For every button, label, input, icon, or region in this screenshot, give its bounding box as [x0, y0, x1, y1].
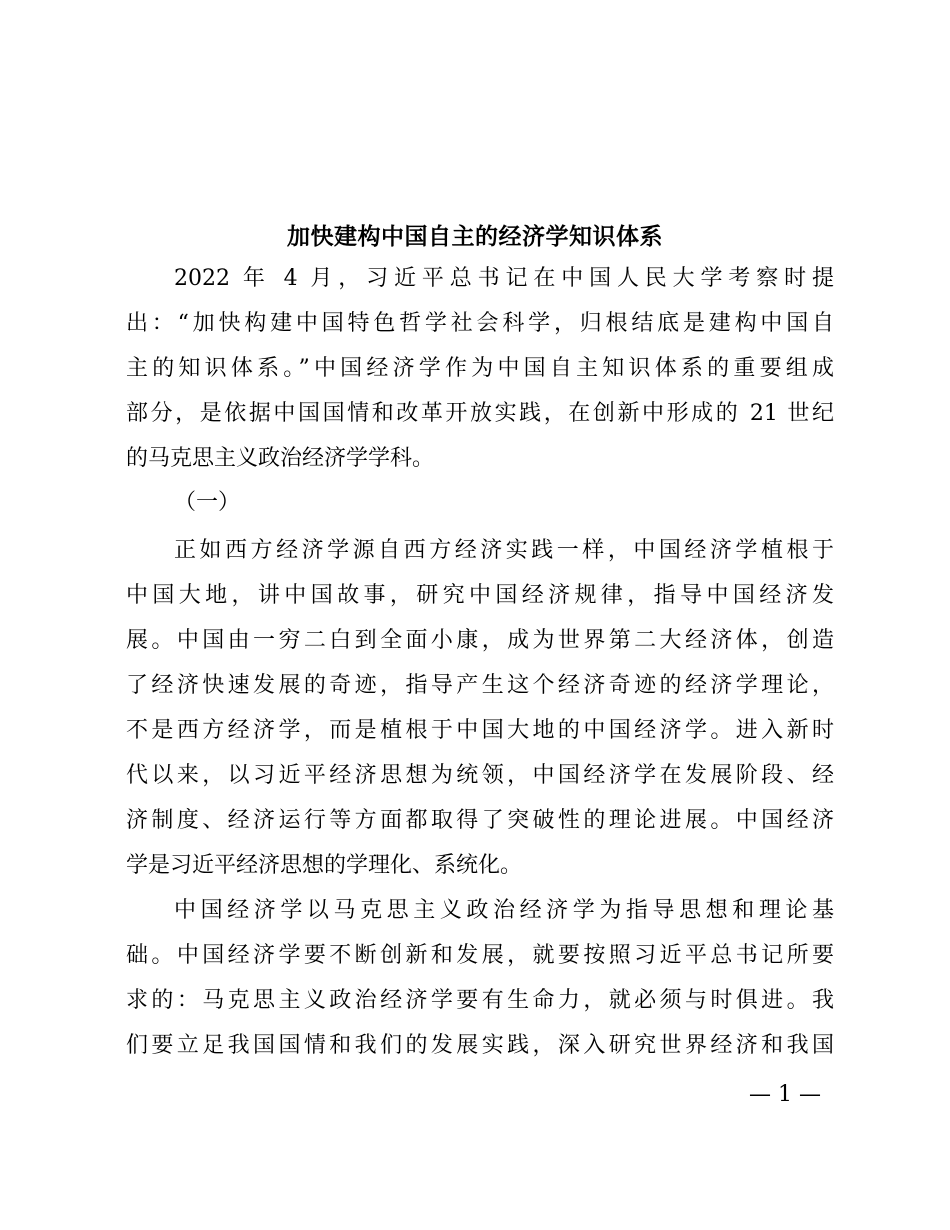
paragraph-2-line: 中国大地，讲中国故事，研究中国经济规律，指导中国经济发 [126, 583, 834, 608]
paragraph-1-line: 2022 年 4 月，习近平总书记在中国人民大学考察时提 [174, 266, 834, 291]
page-number: — 1 — [749, 1082, 821, 1107]
paragraph-2-line: 展。中国由一穷二白到全面小康，成为世界第二大经济体，创造 [126, 628, 834, 653]
paragraph-1-line: 的马克思主义政治经济学学科。 [126, 446, 435, 471]
paragraph-3-line: 们要立足我国国情和我们的发展实践，深入研究世界经济和我国 [126, 1033, 834, 1058]
document-title: 加快建构中国自主的经济学知识体系 [287, 223, 663, 250]
paragraph-2-line: 正如西方经济学源自西方经济实践一样，中国经济学植根于 [174, 538, 834, 563]
paragraph-1-line: 主的知识体系。”中国经济学作为中国自主知识体系的重要组成 [126, 356, 834, 381]
paragraph-2-line: 代以来，以习近平经济思想为统领，中国经济学在发展阶段、经 [126, 763, 834, 788]
paragraph-2-line: 济制度、经济运行等方面都取得了突破性的理论进展。中国经济 [126, 808, 834, 833]
paragraph-1-line: 部分，是依据中国国情和改革开放实践，在创新中形成的 21 世纪 [126, 401, 834, 426]
section-heading: （一） [174, 490, 241, 515]
paragraph-1-line: 出：“加快构建中国特色哲学社会科学，归根结底是建构中国自 [126, 311, 834, 336]
paragraph-2-line: 了经济快速发展的奇迹，指导产生这个经济奇迹的经济学理论， [126, 673, 834, 698]
paragraph-3-line: 中国经济学以马克思主义政治经济学为指导思想和理论基 [174, 898, 834, 923]
paragraph-3-line: 础。中国经济学要不断创新和发展，就要按照习近平总书记所要 [126, 943, 834, 968]
paragraph-2-line: 不是西方经济学，而是植根于中国大地的中国经济学。进入新时 [126, 718, 834, 743]
paragraph-3-line: 求的：马克思主义政治经济学要有生命力，就必须与时俱进。我 [126, 988, 834, 1013]
paragraph-2-line: 学是习近平经济思想的学理化、系统化。 [126, 853, 523, 878]
